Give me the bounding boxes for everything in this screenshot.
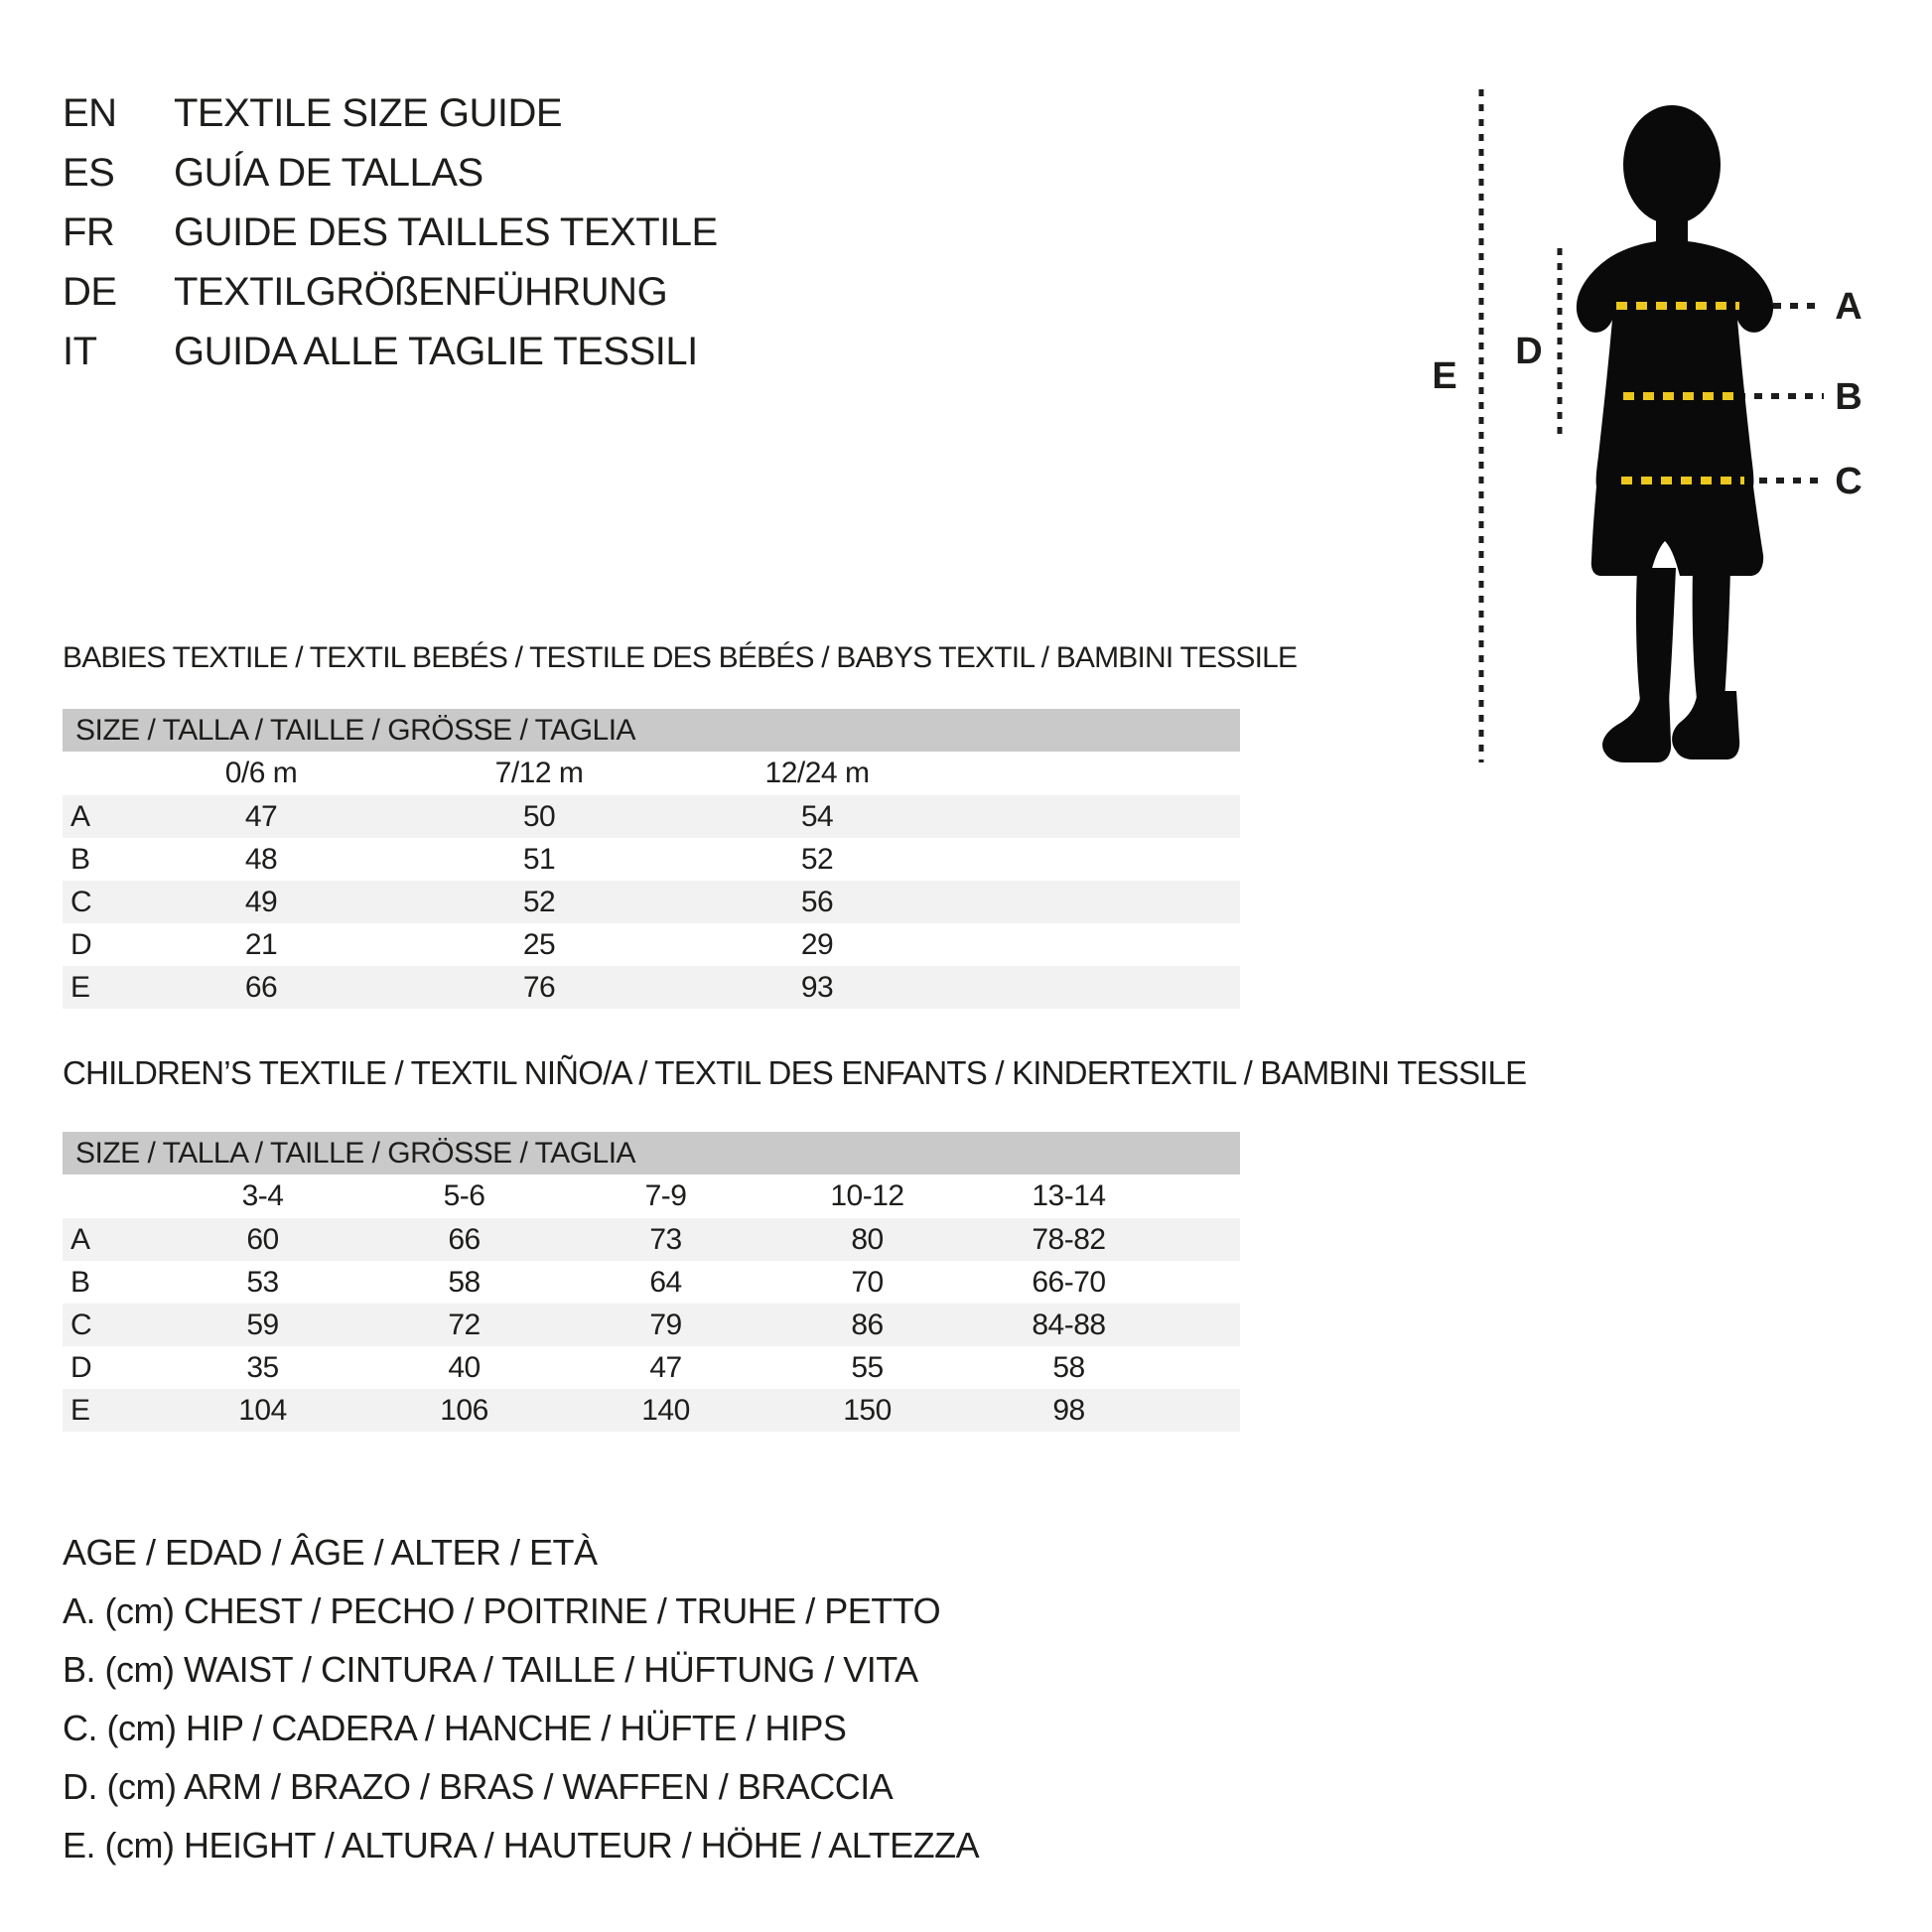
babies-size-header-bar: SIZE / TALLA / TAILLE / GRÖSSE / TAGLIA <box>63 709 1240 752</box>
size-cell: 106 <box>440 1393 488 1427</box>
column-header: 5-6 <box>443 1179 485 1212</box>
size-cell: 93 <box>800 970 834 1004</box>
filler-cell <box>1170 1389 1240 1432</box>
marker-label-C: C <box>1835 461 1863 502</box>
marker-label-D: D <box>1515 331 1543 372</box>
size-cell: 78-82 <box>1032 1222 1106 1256</box>
language-code: ES <box>63 151 115 195</box>
column-header: 7-9 <box>644 1179 687 1212</box>
children-size-table-wrap <box>63 1132 1240 1432</box>
size-cell: 51 <box>522 842 556 876</box>
size-cell: 79 <box>649 1308 682 1341</box>
size-cell: 98 <box>1052 1393 1085 1427</box>
guide-title: GUÍA DE TALLAS <box>174 151 483 195</box>
children-size-header-bar: SIZE / TALLA / TAILLE / GRÖSSE / TAGLIA <box>63 1132 1240 1174</box>
column-header: 12/24 m <box>764 757 870 789</box>
marker-label-A: A <box>1835 286 1863 328</box>
column-header: 10-12 <box>830 1179 904 1212</box>
babies-section-title: BABIES TEXTILE / TEXTIL BEBÉS / TESTILE DES BÉBÉS / BABYS TEXTIL / BAMBINI TESSILE <box>63 641 1298 674</box>
guide-title: GUIDA ALLE TAGLIE TESSILI <box>174 330 698 373</box>
size-cell: 66-70 <box>1032 1265 1106 1299</box>
filler-cell <box>1170 1218 1240 1261</box>
table-row <box>63 1218 1240 1261</box>
table-row <box>63 966 1240 1009</box>
language-code: FR <box>63 210 115 254</box>
row-label: E <box>70 970 90 1004</box>
language-code: EN <box>63 91 117 135</box>
size-cell: 47 <box>649 1350 682 1384</box>
child-measurement-figure <box>1390 60 1932 774</box>
row-label: B <box>70 842 90 876</box>
column-header: 3-4 <box>241 1179 284 1212</box>
table-row <box>63 1304 1240 1346</box>
size-cell: 104 <box>238 1393 287 1427</box>
size-cell: 58 <box>1052 1350 1085 1384</box>
language-code: DE <box>63 270 117 314</box>
size-cell: 70 <box>851 1265 884 1299</box>
language-code: IT <box>63 330 97 373</box>
language-title-list <box>63 83 718 381</box>
guide-title: TEXTILGRÖßENFÜHRUNG <box>174 270 668 314</box>
size-cell: 140 <box>641 1393 690 1427</box>
table-row <box>63 795 1240 838</box>
language-row <box>63 262 718 322</box>
language-row <box>63 203 718 262</box>
corner-cell <box>63 1174 162 1218</box>
size-cell: 53 <box>246 1265 279 1299</box>
size-cell: 76 <box>522 970 556 1004</box>
size-cell: 29 <box>800 927 834 961</box>
table-row <box>63 838 1240 881</box>
filler-cell <box>956 752 1240 795</box>
size-cell: 47 <box>244 799 278 833</box>
row-label: B <box>70 1265 90 1299</box>
child-silhouette-diagram <box>1390 60 1932 774</box>
row-label: D <box>70 927 92 961</box>
size-cell: 48 <box>244 842 278 876</box>
table-row <box>63 1261 1240 1304</box>
child-silhouette <box>1577 105 1773 762</box>
size-cell: 58 <box>448 1265 481 1299</box>
babies-size-table <box>63 752 1240 1009</box>
size-cell: 66 <box>244 970 278 1004</box>
babies-size-table-wrap <box>63 709 1240 1009</box>
table-row <box>63 1389 1240 1432</box>
size-cell: 54 <box>800 799 834 833</box>
size-cell: 59 <box>246 1308 279 1341</box>
guide-title: GUIDE DES TAILLES TEXTILE <box>174 210 718 254</box>
size-cell: 49 <box>244 885 278 918</box>
corner-cell <box>63 752 122 795</box>
filler-cell <box>956 838 1240 881</box>
size-cell: 40 <box>448 1350 481 1384</box>
column-header: 13-14 <box>1032 1179 1106 1212</box>
legend-age-line: AGE / EDAD / ÂGE / ALTER / ETÀ <box>63 1532 598 1573</box>
children-section-title: CHILDREN’S TEXTILE / TEXTIL NIÑO/A / TEXTIL DES ENFANTS / KINDERTEXTIL / BAMBINI TESSILE <box>63 1054 1527 1091</box>
size-cell: 72 <box>448 1308 481 1341</box>
size-cell: 55 <box>851 1350 884 1384</box>
row-label: E <box>70 1393 90 1427</box>
size-cell: 56 <box>800 885 834 918</box>
legend-waist-line: B. (cm) WAIST / CINTURA / TAILLE / HÜFTUNG / VITA <box>63 1649 918 1690</box>
filler-cell <box>956 795 1240 838</box>
measurement-legend <box>63 1523 979 1874</box>
size-cell: 52 <box>800 842 834 876</box>
row-label: C <box>70 1308 92 1341</box>
legend-arm-line: D. (cm) ARM / BRAZO / BRAS / WAFFEN / BRACCIA <box>63 1766 894 1807</box>
size-cell: 66 <box>448 1222 481 1256</box>
filler-cell <box>1170 1346 1240 1389</box>
column-header: 7/12 m <box>494 757 584 789</box>
row-label: A <box>70 1222 90 1256</box>
filler-cell <box>1170 1174 1240 1218</box>
children-size-table <box>63 1174 1240 1432</box>
size-cell: 80 <box>851 1222 884 1256</box>
legend-chest-line: A. (cm) CHEST / PECHO / POITRINE / TRUHE / PETTO <box>63 1590 941 1631</box>
language-row <box>63 83 718 143</box>
column-header: 0/6 m <box>224 757 298 789</box>
size-cell: 60 <box>246 1222 279 1256</box>
marker-label-E: E <box>1432 355 1457 397</box>
children-column-header-row <box>63 1174 1240 1218</box>
guide-title: TEXTILE SIZE GUIDE <box>174 91 563 135</box>
size-cell: 84-88 <box>1032 1308 1106 1341</box>
row-label: C <box>70 885 92 918</box>
filler-cell <box>956 923 1240 966</box>
row-label: D <box>70 1350 92 1384</box>
filler-cell <box>956 966 1240 1009</box>
table-row <box>63 1346 1240 1389</box>
babies-column-header-row <box>63 752 1240 795</box>
row-label: A <box>70 799 90 833</box>
legend-height-line: E. (cm) HEIGHT / ALTURA / HAUTEUR / HÖHE / ALTEZZA <box>63 1825 980 1865</box>
table-row <box>63 923 1240 966</box>
language-row <box>63 143 718 203</box>
size-cell: 25 <box>522 927 556 961</box>
language-row <box>63 322 718 381</box>
size-cell: 21 <box>244 927 278 961</box>
filler-cell <box>956 881 1240 923</box>
legend-hip-line: C. (cm) HIP / CADERA / HANCHE / HÜFTE / HIPS <box>63 1708 847 1748</box>
size-cell: 73 <box>649 1222 682 1256</box>
filler-cell <box>1170 1261 1240 1304</box>
size-cell: 86 <box>851 1308 884 1341</box>
size-cell: 52 <box>522 885 556 918</box>
table-row <box>63 881 1240 923</box>
size-cell: 35 <box>246 1350 279 1384</box>
size-cell: 50 <box>522 799 556 833</box>
size-cell: 150 <box>843 1393 892 1427</box>
marker-label-B: B <box>1835 376 1863 418</box>
size-cell: 64 <box>649 1265 682 1299</box>
filler-cell <box>1170 1304 1240 1346</box>
